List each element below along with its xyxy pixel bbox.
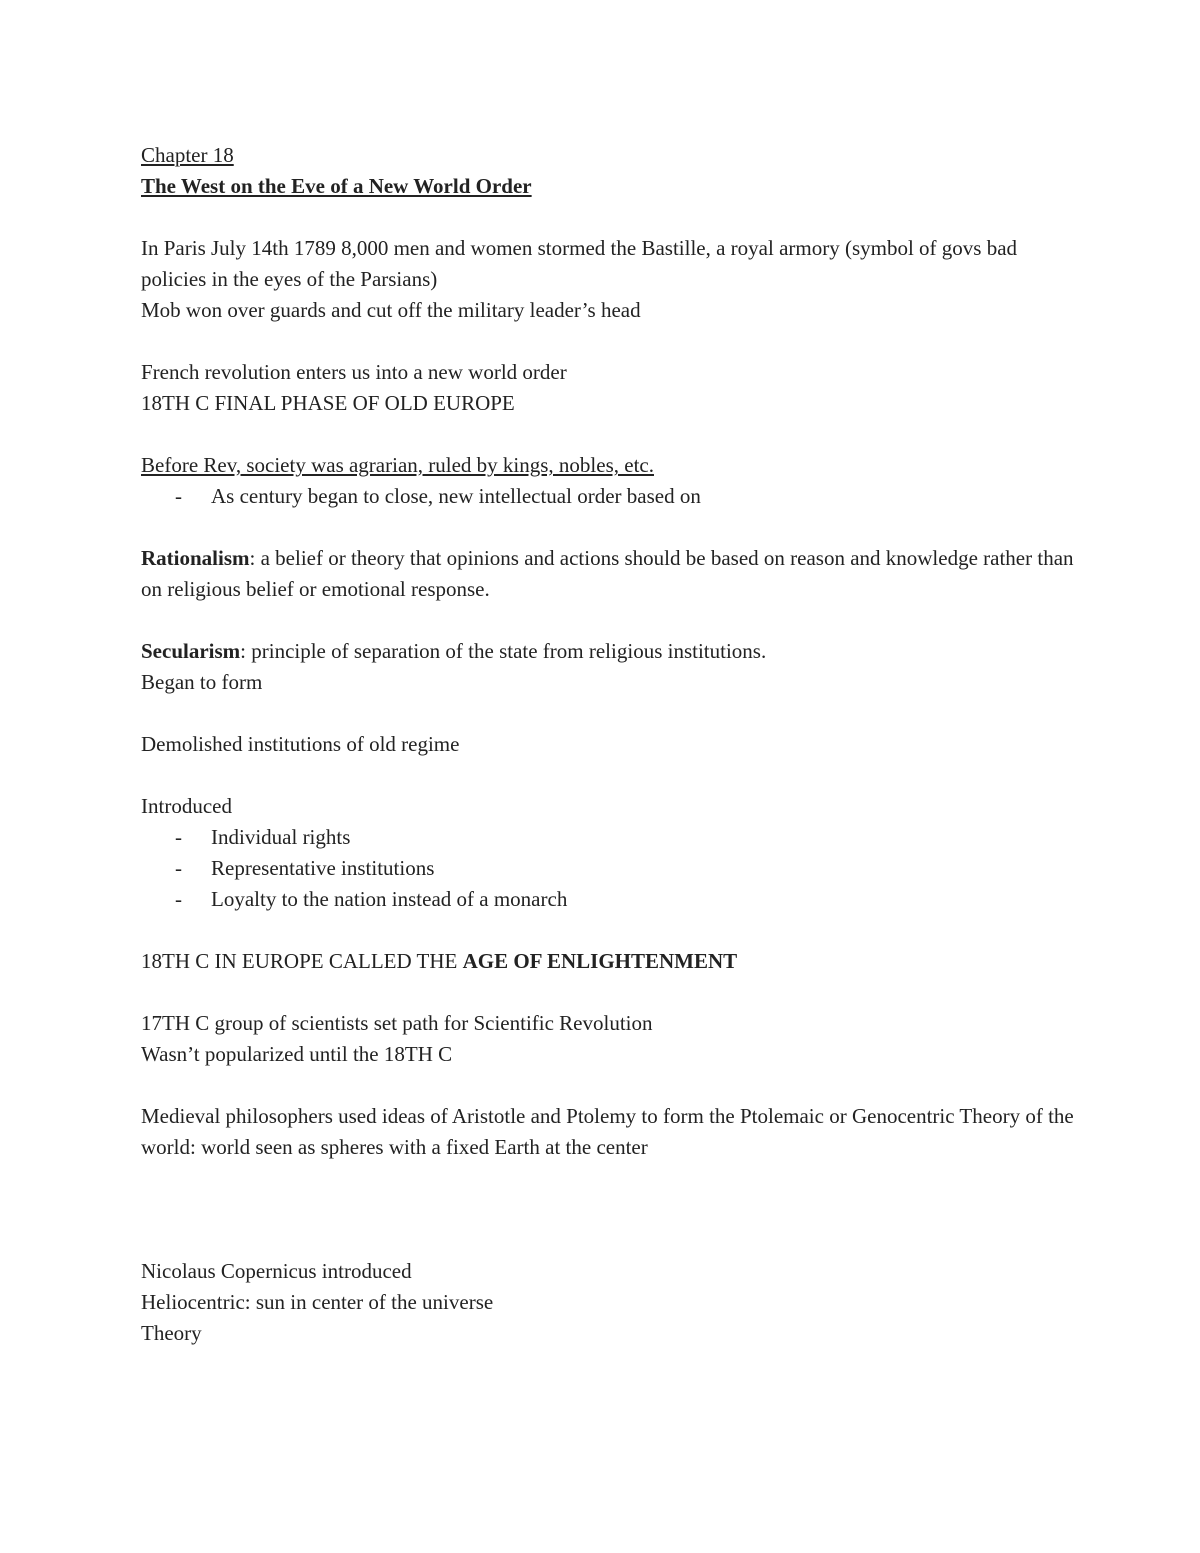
bullet-dash: - [175,887,182,911]
spacer [141,760,1081,791]
chapter-heading: Chapter 18 [141,143,234,167]
definition-rationalism: : a belief or theory that opinions and actions should be based on reason and knowledge rather than on religious belief or emotional response. [141,546,1074,601]
paragraph-demolished: Demolished institutions of old regime [141,732,460,756]
bullet-dash: - [175,484,182,508]
paragraph-medieval: Medieval philosophers used ideas of Aristotle and Ptolemy to form the Ptolemaic or Genocentric Theory of the world: world seen as spheres with a fixed Earth at the center [141,1104,1074,1159]
paragraph-age-of-enlightenment [141,946,1081,977]
bullet-dash: - [175,825,182,849]
spacer [141,698,1081,729]
spacer [141,1070,1081,1101]
list-item [141,481,1081,512]
list-item-text: Representative institutions [211,856,435,880]
paragraph-copernicus: Nicolaus Copernicus introduced [141,1259,412,1283]
definition-secularism: : principle of separation of the state from religious institutions. [240,639,767,663]
chapter-title: The West on the Eve of a New World Order [141,174,532,198]
paragraph-popularized: Wasn’t popularized until the 18TH C [141,1042,453,1066]
list-item [141,822,1081,853]
paragraph-final-phase: 18TH C FINAL PHASE OF OLD EUROPE [141,391,515,415]
spacer [141,915,1081,946]
age-bold: AGE OF ENLIGHTENMENT [462,949,738,973]
list-item-text: Individual rights [211,825,351,849]
spacer [141,1163,1081,1256]
document-body [141,140,1081,1349]
bullet-dash: - [175,856,182,880]
paragraph-introduced: Introduced [141,794,232,818]
spacer [141,419,1081,450]
paragraph-rationalism [141,543,1081,605]
paragraph-theory: Theory [141,1321,202,1345]
spacer [141,512,1081,543]
paragraph-heliocentric: Heliocentric: sun in center of the universe [141,1290,494,1314]
paragraph-bastille: In Paris July 14th 1789 8,000 men and women stormed the Bastille, a royal armory (symbol of govs bad policies in the eyes of the Parsians) [141,236,1018,291]
term-secularism: Secularism [141,639,241,663]
spacer [141,605,1081,636]
paragraph-french-revolution: French revolution enters us into a new world order [141,360,567,384]
spacer [141,977,1081,1008]
paragraph-secularism [141,636,1081,667]
paragraph-mob: Mob won over guards and cut off the military leader’s head [141,298,641,322]
spacer [141,326,1081,357]
term-rationalism: Rationalism [141,546,250,570]
list-item [141,884,1081,915]
paragraph-began-form: Began to form [141,670,263,694]
list-item-text: Loyalty to the nation instead of a monarch [211,887,568,911]
paragraph-scientists: 17TH C group of scientists set path for Scientific Revolution [141,1011,653,1035]
spacer [141,202,1081,233]
age-prefix: 18TH C IN EUROPE CALLED THE [141,949,463,973]
paragraph-before-rev: Before Rev, society was agrarian, ruled by kings, nobles, etc. [141,453,654,477]
list-item [141,853,1081,884]
list-item-text: As century began to close, new intellectual order based on [211,484,701,508]
